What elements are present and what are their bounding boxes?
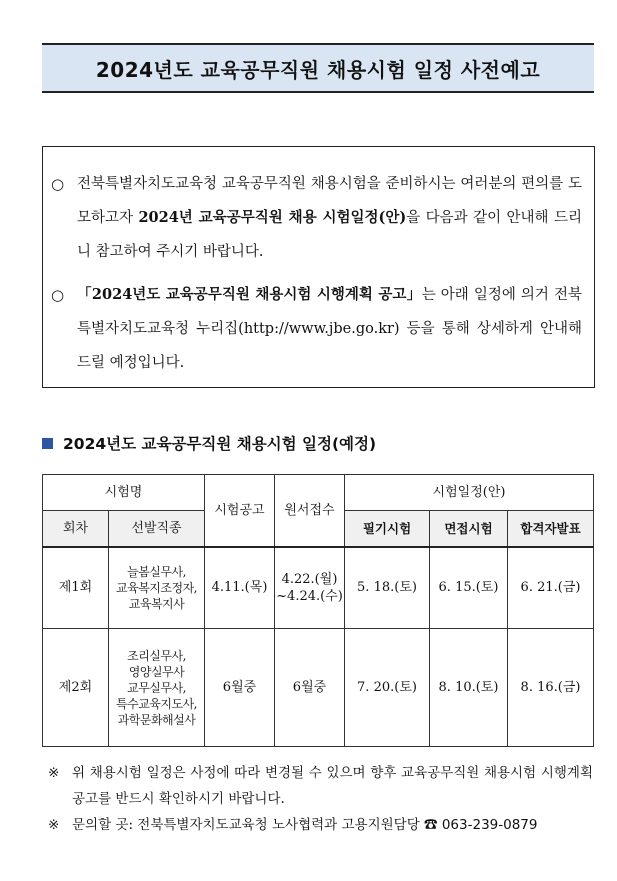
note-1 (48, 760, 593, 812)
application-cell: 6월중 (275, 629, 345, 747)
application-cell: 4.22.(월) ~4.24.(수) (275, 547, 345, 629)
header-application: 원서접수 (275, 475, 345, 547)
phone-icon: ☎ (424, 817, 438, 833)
written-date-cell: 5. 18.(토) (345, 547, 430, 629)
header-result: 합격자발표 (508, 511, 594, 547)
header-interview: 면접시험 (430, 511, 508, 547)
section-heading (42, 432, 376, 454)
notice-p1-text-a: 전북특별자치도교육청 교육공무직원 채용시험을 준비하시는 여러분의 편의를 도모하고자 (77, 176, 582, 226)
jobs-cell: 조리실무사, 영양실무사 교무실무사, 특수교육지도사, 과학문화해설사 (109, 629, 205, 747)
page-title: 2024년도 교육공무직원 채용시험 일정 사전예고 (95, 57, 541, 82)
result-date-cell: 6. 21.(금) (508, 547, 594, 629)
notice-date-cell: 6월중 (205, 629, 275, 747)
note-1-text: 위 채용시험 일정은 사정에 따라 변경될 수 있으며 향후 교육공무직원 채용시험 시행계획 공고를 반드시 확인하시기 바랍니다. (72, 765, 593, 807)
phone-number: 063-239-0879 (441, 817, 538, 833)
title-banner (42, 43, 594, 93)
notice-p1-bold: 2024년 교육공무직원 채용 시험일정(안) (138, 209, 407, 226)
written-date-cell: 7. 20.(토) (345, 629, 430, 747)
notice-paragraph-2 (51, 278, 582, 380)
notice-p1-text-c: 을 다음과 같이 안내해 드리니 참고하여 주시기 바랍니다. (77, 210, 582, 260)
header-exam-name: 시험명 (43, 475, 205, 511)
notice-paragraph-1 (51, 167, 582, 269)
reference-mark-icon: ※ (48, 765, 60, 781)
notice-date-cell: 4.11.(목) (205, 547, 275, 629)
header-written: 필기시험 (345, 511, 430, 547)
square-bullet-icon (42, 438, 53, 449)
round-cell: 제2회 (43, 629, 109, 747)
notes-section (48, 760, 593, 838)
header-round: 회차 (43, 511, 109, 547)
notice-p2-bold: 「2024년도 교육공무직원 채용시험 시행계획 공고」 (77, 286, 422, 303)
circle-bullet-icon: ○ (51, 286, 65, 304)
header-jobs: 선발직종 (109, 511, 205, 547)
header-schedule: 시험일정(안) (345, 475, 594, 511)
header-exam-notice: 시험공고 (205, 475, 275, 547)
interview-date-cell: 8. 10.(토) (430, 629, 508, 747)
result-date-cell: 8. 16.(금) (508, 629, 594, 747)
notice-p2-text-b: 는 아래 일정에 의거 전북특별자치도교육청 누리집(http://www.jbe.go.kr) 등을 통해 상세하게 안내해 드릴 예정입니다. (77, 287, 582, 371)
section-title: 2024년도 교육공무직원 채용시험 일정(예정) (63, 435, 377, 453)
notice-box (42, 146, 595, 388)
reference-mark-icon: ※ (48, 817, 60, 833)
round-cell: 제1회 (43, 547, 109, 629)
table-row (43, 547, 594, 629)
note-2 (48, 812, 593, 838)
jobs-cell: 늘봄실무사, 교육복지조정자, 교육복지사 (109, 547, 205, 629)
table-row (43, 629, 594, 747)
schedule-table (42, 474, 594, 747)
interview-date-cell: 6. 15.(토) (430, 547, 508, 629)
contact-text: 문의할 곳: 전북특별자치도교육청 노사협력과 고용지원담당 (72, 817, 420, 833)
circle-bullet-icon: ○ (51, 175, 65, 193)
